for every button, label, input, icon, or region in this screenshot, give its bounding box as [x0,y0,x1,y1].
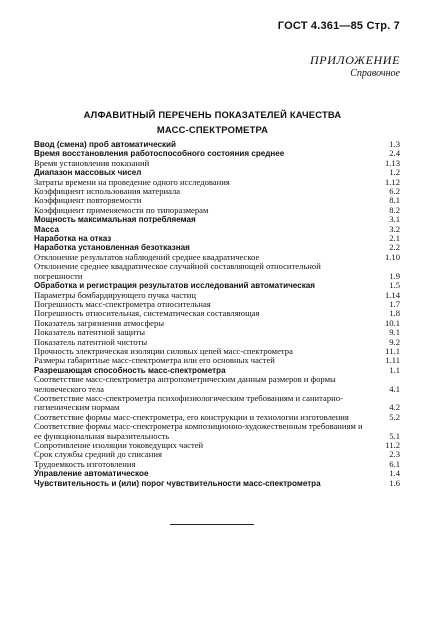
entry-number: 11.2 [385,440,400,450]
index-entry [34,460,400,469]
entry-text: Коэффициент применяемости по типоразмерам [34,204,209,215]
index-entry [34,469,400,478]
entry-text: Показатель патентной чистоты [34,336,148,347]
entry-number: 1.4 [389,468,400,479]
title-line-2: МАСС-СПЕКТРОМЕТРА [156,124,269,135]
index-entry [34,225,400,234]
entry-text: Управление автоматическое [34,469,149,479]
entry-number: 8.2 [389,204,400,215]
entry-text: Коэффициент повторяемости [34,195,142,206]
entry-text: Соответствие масс-спектрометра антропометрическим данным размеров и формы человеческого тела [34,374,336,394]
index-entry [34,215,400,224]
entry-number: 1.8 [389,308,400,319]
entry-number: 3.1 [389,214,400,225]
entry-number: 6.2 [389,186,400,197]
index-entry [34,356,400,365]
entry-number: 3.2 [389,223,400,234]
entry-text: Затраты времени на проведение одного исследования [34,176,230,187]
index-list [34,140,400,488]
appendix-title: ПРИЛОЖЕНИЕ [310,53,400,67]
entry-text: Отклонение результатов наблюдений среднее квадратическое [34,251,260,262]
entry-text: Чувствительность и (или) порог чувствительности масс-спектрометра [34,478,321,488]
entry-number: 1.1 [389,364,400,375]
entry-text: Отклонение среднее квадратическое случайной составляющей относительной погрешности [34,261,321,281]
entry-number: 5.1 [389,430,400,441]
entry-number: 6.1 [389,458,400,469]
entry-text: Коэффициент использования материала [34,186,181,197]
entry-text: Обработка и регистрация результатов исследований автоматическая [34,281,315,291]
index-entry [34,422,400,441]
entry-text: Разрешающая способность масс-спектрометра [34,365,226,375]
entry-number: 2.3 [389,449,400,460]
entry-text: Время восстановления работоспособного состояния среднее [34,149,285,159]
index-entry [34,206,400,215]
entry-text: Показатель патентной защиты [34,327,145,338]
entry-number: 1.3 [389,139,400,149]
entry-text: Мощность максимальная потребляемая [34,215,196,225]
index-entry [34,262,400,281]
entry-number: 1.9 [389,270,400,281]
entry-number: 1.12 [384,176,400,187]
entry-text: Параметры бомбардирующего пучка частиц [34,289,196,300]
entry-text: Соответствие формы масс-спектрометра композиционно-художественным требованиям и ее функциональная выразительность [34,421,363,441]
page-header: ГОСТ 4.361—85 Стр. 7 [277,20,400,32]
entry-text: Соответствие формы масс-спектрометра, его конструкции и технологии изготовления [34,411,349,422]
entry-number: 2.1 [389,233,400,244]
entry-text: Прочность электрическая изоляции силовых цепей масс-спектрометра [34,345,293,356]
entry-text: Показатель загрязнения атмосферы [34,317,165,328]
index-entry [34,140,400,149]
entry-text: Размеры габаритные масс-спектрометра или его основных частей [34,355,275,366]
entry-number: 2.2 [389,242,400,253]
index-entry [34,394,400,413]
entry-text: Погрешность относительная, систематическая составляющая [34,308,260,319]
entry-number: 1.5 [389,280,400,291]
entry-number: 1.13 [384,157,400,168]
entry-number: 1.7 [389,298,400,309]
entry-text: Срок службы средний до списания [34,449,162,460]
entry-text: Трудоемкость изготовления [34,458,136,469]
appendix-subtitle: Справочное [350,68,400,79]
entry-text: Диапазон массовых чисел [34,168,142,178]
end-rule [170,524,254,525]
entry-number: 10.1 [384,317,400,328]
entry-number: 1.6 [389,477,400,488]
entry-text: Сопротивление изоляции токоведущих частей [34,440,204,450]
entry-text: Наработка установленная безотказная [34,243,190,253]
entry-number: 11.1 [385,345,400,356]
entry-number: 4.2 [389,402,400,413]
entry-number: 4.1 [389,383,400,394]
entry-text: Ввод (смена) проб автоматический [34,140,176,149]
entry-number: 1.10 [384,251,400,262]
document-title [40,107,385,137]
entry-text: Соответствие масс-спектрометра психофизиологическим требованиям и санитарно-гигиеническим нормам [34,392,343,413]
entry-text: Наработка на отказ [34,234,112,244]
entry-number: 1.2 [389,167,400,178]
entry-text: Масса [34,224,59,234]
entry-number: 9.1 [389,327,400,338]
title-line-1: АЛФАВИТНЫЙ ПЕРЕЧЕНЬ ПОКАЗАТЕЛЕЙ КАЧЕСТВА [83,109,342,120]
entry-number: 1.11 [385,355,400,366]
appendix-label [310,53,400,81]
index-entry [34,159,400,168]
entry-text: Погрешность масс-спектрометра относительная [34,298,211,309]
index-entry [34,375,400,394]
entry-number: 9.2 [389,336,400,347]
entry-number: 1.14 [384,289,400,300]
index-entry [34,479,400,488]
entry-number: 8.1 [389,195,400,206]
entry-text: Время установления показаний [34,157,150,168]
entry-number: 2.4 [389,148,400,159]
entry-number: 5.2 [389,411,400,422]
index-entry [34,234,400,243]
